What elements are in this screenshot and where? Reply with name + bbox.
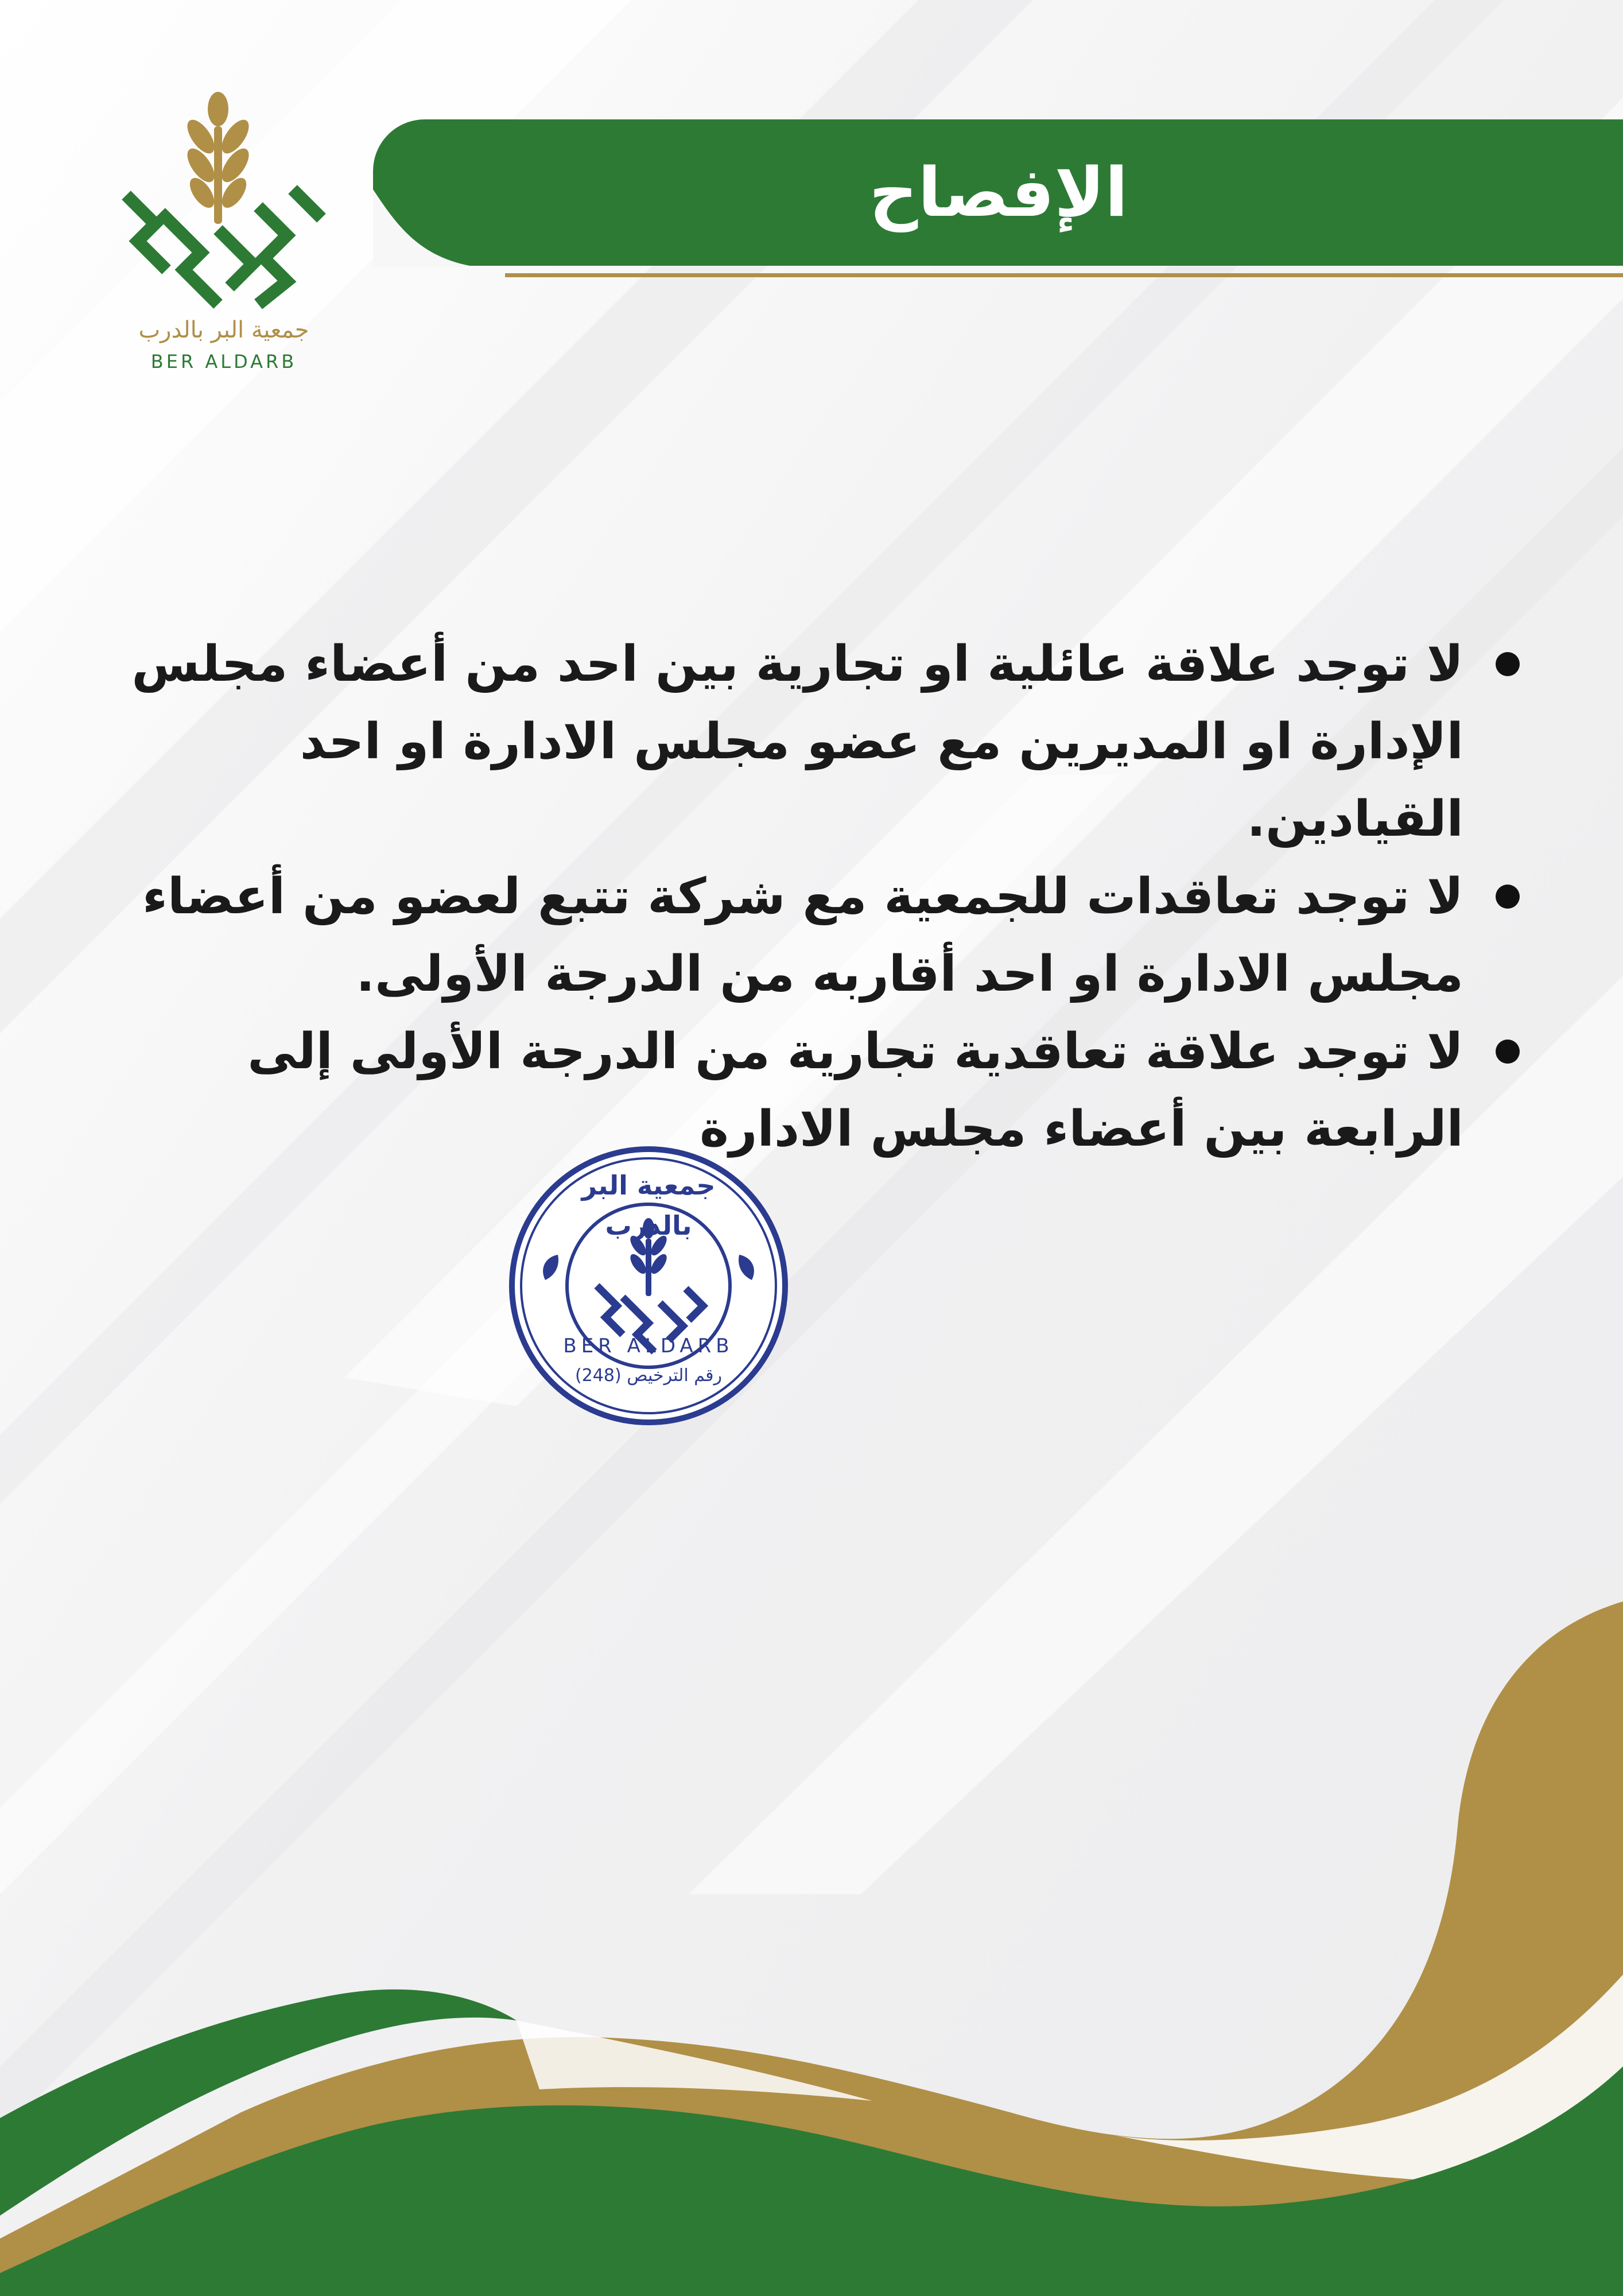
list-item xyxy=(80,626,1532,858)
banner-curve xyxy=(373,189,476,267)
wheat-logo-icon xyxy=(115,92,333,310)
bullet-icon xyxy=(1496,1040,1520,1064)
title-underline xyxy=(505,273,1623,277)
list-item-text: لا توجد تعاقدات للجمعية مع شركة تتبع لعضو من أعضاء مجلس الادارة او احد أقاربه من الدرجة الأولى. xyxy=(142,868,1463,1003)
logo-name-latin: BER ALDARB xyxy=(150,351,297,373)
list-item-text: لا توجد علاقة تعاقدية تجارية من الدرجة الأولى إلى الرابعة بين أعضاء مجلس الادارة xyxy=(247,1023,1463,1158)
stamp-name-latin: BER ALDARB xyxy=(563,1335,734,1358)
logo-name-arabic: جمعية البر بالدرب xyxy=(138,317,309,343)
association-logo xyxy=(115,92,333,379)
stamp-license-number: رقم الترخيص (248) xyxy=(575,1366,722,1386)
disclosure-list xyxy=(80,626,1532,1168)
official-stamp xyxy=(505,1142,792,1429)
list-item xyxy=(80,858,1532,1013)
bullet-icon xyxy=(1496,652,1520,676)
disclosure-content xyxy=(80,626,1532,1168)
list-item-text: لا توجد علاقة عائلية او تجارية بين احد من أعضاء مجلس الإدارة او المديرين مع عضو مجلس الادارة او احد القيادين. xyxy=(131,635,1463,848)
bullet-icon xyxy=(1496,885,1520,909)
page-title: الإفصاح xyxy=(869,153,1128,232)
stamp-name-arabic: جمعية البر بالدرب xyxy=(581,1170,716,1241)
list-item xyxy=(80,1013,1532,1168)
